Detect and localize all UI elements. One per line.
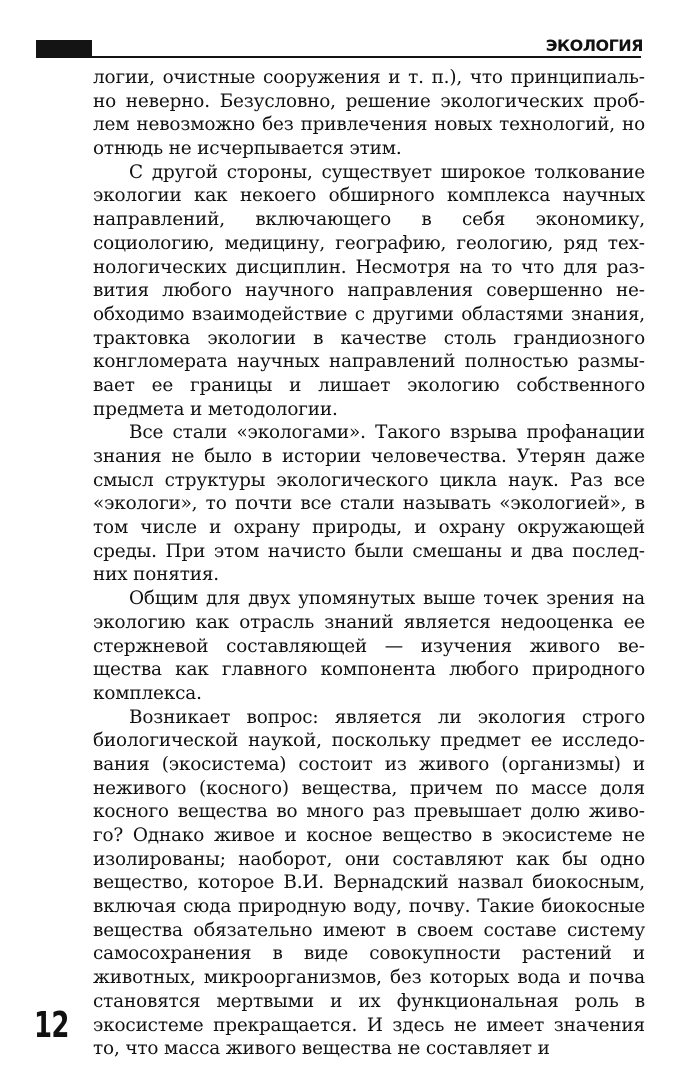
header-decorative-block [36, 40, 92, 58]
page-text [93, 66, 645, 1061]
paragraph-3: Все стали «экологами». Такого взрыва профанации знания не было в истории человечества. Утерян даже смысл структуры экологического цикла наук. Раз все «экологи», то почти все стали называть «экологией», в том числе и охрану природы, и охрану окружающей среды. При этом начисто были смешаны и два последних понятия. [93, 422, 645, 586]
running-head: ЭКОЛОГИЯ [545, 36, 643, 55]
paragraph-1: логии, очистные сооружения и т. п.), что принципиально неверно. Безусловно, решение экологических проблем невозможно без привлечения новых технологий, но отнюдь не исчерпывается этим. [93, 67, 645, 160]
paragraph-2: С другой стороны, существует широкое толкование экологии как некоего обширного комплекса научных направлений, включающего в себя экономику, социологию, медицину, географию, геологию, ряд технологических дисциплин. Несмотря на то что для развития любого научного направления совершенно необходимо взаимодействие с другими областями знания, трактовка экологии в качестве столь грандиозного конгломерата научных направлений полностью размывает ее границы и лишает экологию собственного предмета и методологии. [93, 161, 645, 420]
paragraph-5: Возникает вопрос: является ли экология строго биологической наукой, поскольку предмет ее исследования (экосистема) состоит из живого (организмы) и неживого (косного) вещества, причем по массе доля косного вещества во много раз превышает долю живого? Однако живое и косное вещество в экосистеме не изолированы; наоборот, они составляют как бы одно вещество, которое В.И. Вернадский назвал биокосным, включая сюда природную воду, почву. Такие биокосные вещества обязательно имеют в своем составе систему самосохранения в виде совокупности растений и животных, микроорганизмов, без которых вода и почва становятся мертвыми и их функциональная роль в экосистеме прекращается. И здесь не имеет значения то, что масса живого вещества не составляет и [93, 706, 645, 1060]
page-number: 12 [34, 1005, 69, 1046]
paragraph-4: Общим для двух упомянутых выше точек зрения на экологию как отрасль знаний является недооценка ее стержневой составляющей — изучения живого вещества как главного компонента любого природного комплекса. [93, 588, 645, 704]
header-rule [92, 56, 641, 58]
